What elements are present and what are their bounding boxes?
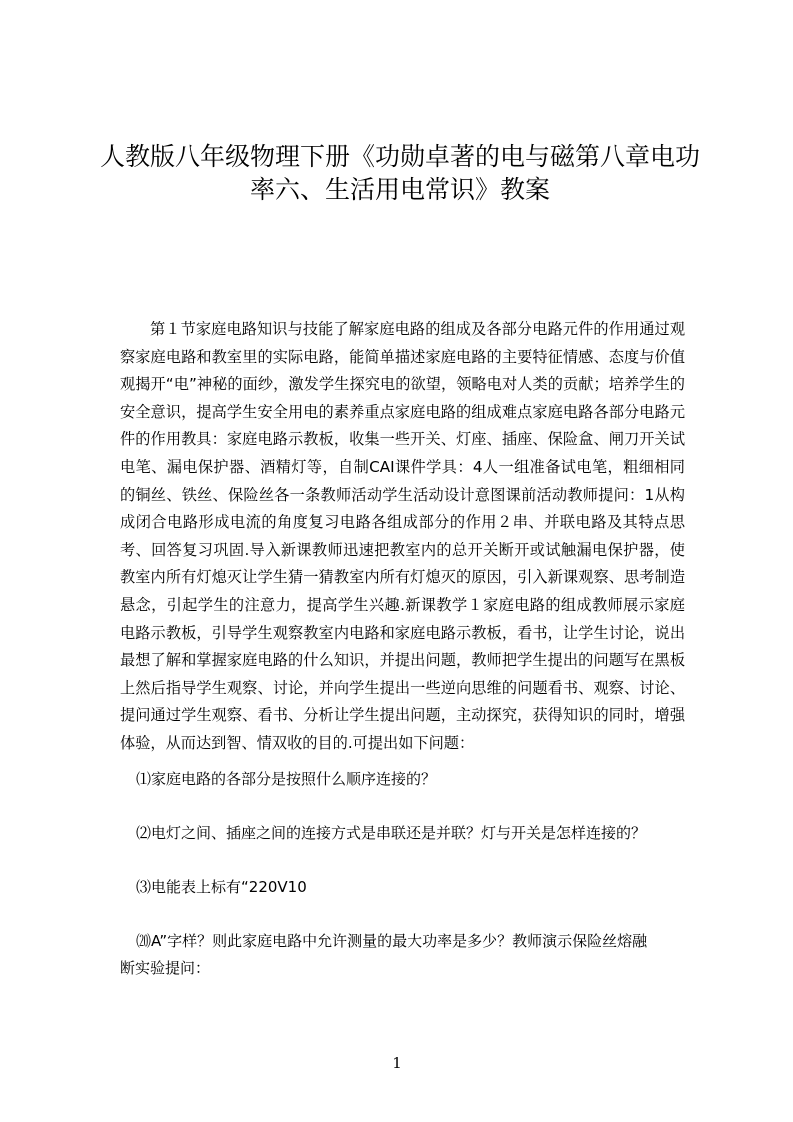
question-2: ⑵电灯之间、插座之间的连接方式是串联还是并联？灯与开关是怎样连接的？ <box>136 824 647 842</box>
body-paragraph: 第１节家庭电路知识与技能了解家庭电路的组成及各部分电路元件的作用通过观察家庭电路和教室里的实际电路，能简单描述家庭电路的主要特征情感、态度与价值观揭开“电”神秘的面纱，激发学生探究电的欲望，领略电对人类的贡献；培养学生的安全意识，提高学生安全用电的素养重点家庭电路的组成难点家庭电路各部分电路元件的作用教具：家庭电路示教板，收集一些开关、灯座、插座、保险盒、闸刀开关试电笔、漏电保护器、酒精灯等，自制CAI课件学具：4人一组准备试电笔，粗细相同的铜丝、铁丝、保险丝各一条教师活动学生活动设计意图课前活动教师提问：1从构成闭合电路形成电流的角度复习电路各组成部分的作用２串、并联电路及其特点思考、回答复习巩固.导入新课教师迅速把教室内的总开关断开或试触漏电保护器，使教室内所有灯熄灭让学生猜一猜教室内所有灯熄灭的原因，引入新课观察、思考制造悬念，引起学生的注意力，提高学生兴趣.新课教学１家庭电路的组成教师展示家庭电路示教板，引导学生观察教室内电路和家庭电路示教板，看书，让学生讨论，说出最想了解和掌握家庭电路的什么知识，并提出问题，教师把学生提出的问题写在黑板上然后指导学生观察、讨论，并向学生提出一些逆向思维的问题看书、观察、讨论、提问通过学生观察、看书、分析让学生提出问题，主动探究，获得知识的同时，增强体验，从而达到智、情双收的目的.可提出如下问题： <box>120 320 685 752</box>
question-4-line-2: 断实验提问： <box>120 959 211 977</box>
title-line-2: 率六、生活用电常识》教案 <box>249 175 550 204</box>
question-3: ⑶电能表上标有“220V10 <box>136 878 307 896</box>
document-title <box>100 140 700 206</box>
page-number: 1 <box>392 1054 402 1072</box>
title-line-1: 人教版八年级物理下册《功勋卓著的电与磁第八章电功 <box>100 142 701 171</box>
question-1: ⑴家庭电路的各部分是按照什么顺序连接的？ <box>136 770 437 788</box>
question-4-line-1: ⒇A”字样？则此家庭电路中允许测量的最大功率是多少？教师演示保险丝熔融 <box>136 932 648 950</box>
